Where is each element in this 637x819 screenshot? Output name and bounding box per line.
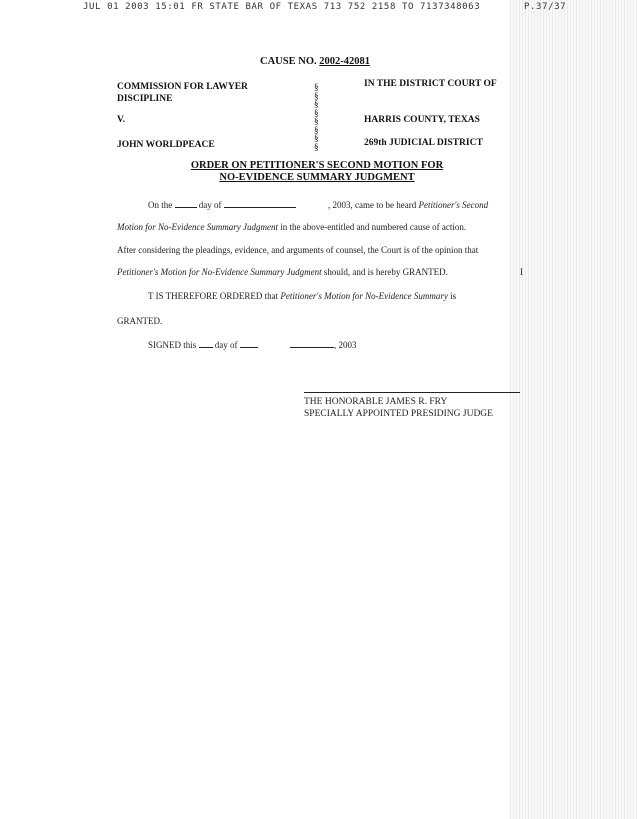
text-cause-of-action: in the above-entitled and numbered cause of action.: [280, 222, 467, 232]
cause-label: CAUSE NO.: [260, 56, 317, 67]
body-line-4: [117, 267, 448, 277]
section-symbol: §: [314, 107, 319, 118]
blank-signed-month-a: [240, 339, 258, 348]
signature-line: [304, 392, 520, 393]
motion-name-ordered: Petitioner's Motion for No-Evidence Summary: [280, 291, 448, 301]
party-plaintiff: [117, 81, 248, 105]
text-on-the: On the: [148, 200, 173, 210]
plaintiff-line1: COMMISSION FOR LAWYER: [117, 82, 248, 92]
section-symbol: §: [314, 141, 319, 152]
text-signed-this: SIGNED this: [148, 340, 197, 350]
section-symbol: §: [314, 90, 319, 101]
text-signed-year: , 2003: [334, 340, 357, 350]
blank-day: [175, 199, 197, 208]
section-symbols: [314, 83, 324, 151]
court-name: IN THE DISTRICT COURT OF: [364, 79, 497, 89]
blank-signed-month-b: [290, 339, 334, 348]
body-line-6: GRANTED.: [117, 316, 163, 326]
body-line-3: After considering the pleadings, evidence, and arguments of counsel, the Court is of the opinion that: [117, 245, 479, 255]
order-title: [0, 160, 634, 184]
court-county: HARRIS COUNTY, TEXAS: [364, 115, 480, 125]
party-defendant: JOHN WORLDPEACE: [117, 140, 215, 150]
judge-title: SPECIALLY APPOINTED PRESIDING JUDGE: [304, 409, 493, 419]
section-symbol: §: [314, 82, 319, 92]
motion-name-part1: Petitioner's Second: [418, 200, 489, 210]
order-title-line1: ORDER ON PETITIONER'S SECOND MOTION FOR: [190, 160, 444, 171]
body-line-1: [148, 199, 488, 210]
blank-signed-day: [199, 339, 213, 348]
text-day-of: day of: [198, 200, 222, 210]
motion-name-full: Petitioner's Motion for No-Evidence Summary Judgment: [117, 267, 322, 277]
section-symbol: §: [314, 124, 319, 135]
section-symbol: §: [314, 133, 319, 143]
text-therefore-ordered: T IS THEREFORE ORDERED that: [148, 291, 279, 301]
cause-number-value: 2002-42081: [319, 56, 370, 67]
section-symbol: §: [314, 116, 319, 126]
cause-number: [0, 56, 630, 67]
scan-artifact-band: [510, 0, 637, 819]
section-symbol: §: [314, 99, 319, 109]
fax-page-number: P.37/37: [524, 2, 567, 12]
motion-name-part2: Motion for No-Evidence Summary Judgment: [117, 222, 278, 232]
margin-mark: I: [520, 267, 523, 277]
versus-label: V.: [117, 115, 126, 125]
judge-name: THE HONORABLE JAMES R. FRY: [304, 397, 448, 407]
text-came-to-be-heard: , 2003, came to be heard: [328, 200, 417, 210]
text-is: is: [450, 291, 457, 301]
body-line-5: [148, 291, 456, 301]
text-granted: should, and is hereby GRANTED.: [323, 267, 448, 277]
plaintiff-line2: DISCIPLINE: [117, 94, 173, 104]
blank-month: [224, 199, 296, 208]
body-line-2: [117, 222, 466, 232]
order-title-line2: NO-EVIDENCE SUMMARY JUDGMENT: [219, 172, 415, 183]
fax-header-text: JUL 01 2003 15:01 FR STATE BAR OF TEXAS 713 752 2158 TO 7137348063: [83, 2, 481, 12]
text-signed-day-of: day of: [214, 340, 238, 350]
court-district: 269th JUDICIAL DISTRICT: [364, 138, 483, 148]
fax-header: [83, 2, 573, 12]
signed-line: [148, 339, 357, 350]
